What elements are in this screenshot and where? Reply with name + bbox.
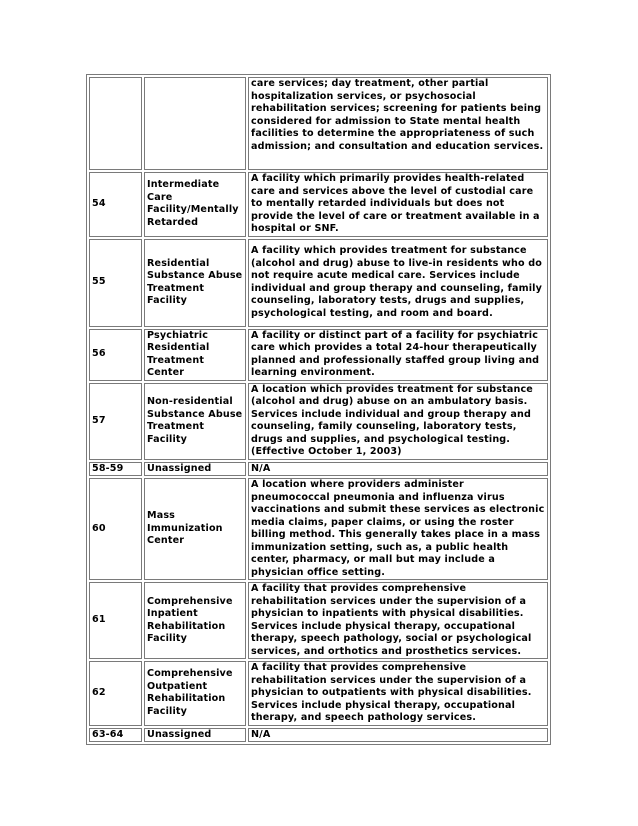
pos-code: 58-59	[89, 462, 142, 477]
pos-name	[144, 77, 246, 170]
pos-code: 62	[89, 661, 142, 726]
table-row	[89, 77, 548, 170]
pos-name: Non-residential Substance Abuse Treatment Facility	[144, 383, 246, 460]
pos-description: A location where providers administer pneumococcal pneumonia and influenza virus vaccinations and submit these services as electronic media claims, paper claims, or using the roster billing method. This generally takes place in a mass immunization setting, such as, a public health center, pharmacy, or mall but may include a physician office setting.	[248, 478, 548, 580]
pos-code: 63-64	[89, 728, 142, 743]
pos-name: Psychiatric Residential Treatment Center	[144, 329, 246, 381]
table-row	[89, 172, 548, 237]
pos-code	[89, 77, 142, 170]
pos-description: A facility which primarily provides health-related care and services above the level of custodial care to mentally retarded individuals but does not provide the level of care or treatment available in a hospital or SNF.	[248, 172, 548, 237]
place-of-service-table	[86, 74, 551, 745]
pos-code: 57	[89, 383, 142, 460]
pos-description: N/A	[248, 462, 548, 477]
pos-name: Mass Immunization Center	[144, 478, 246, 580]
table-row	[89, 728, 548, 743]
pos-description: A location which provides treatment for substance (alcohol and drug) abuse on an ambulatory basis. Services include individual and group therapy and counseling, family counseling, laboratory tests, drugs and supplies, and psychological testing. (Effective October 1, 2003)	[248, 383, 548, 460]
pos-code: 60	[89, 478, 142, 580]
pos-name: Comprehensive Outpatient Rehabilitation Facility	[144, 661, 246, 726]
pos-name: Comprehensive Inpatient Rehabilitation Facility	[144, 582, 246, 659]
pos-description: A facility or distinct part of a facility for psychiatric care which provides a total 24-hour therapeutically planned and professionally staffed group living and learning environment.	[248, 329, 548, 381]
pos-description: care services; day treatment, other partial hospitalization services, or psychosocial rehabilitation services; screening for patients being considered for admission to State mental health facilities to determine the appropriateness of such admission; and consultation and education services.	[248, 77, 548, 170]
pos-code: 56	[89, 329, 142, 381]
pos-code: 55	[89, 239, 142, 327]
table-row	[89, 239, 548, 327]
table-row	[89, 383, 548, 460]
pos-code: 54	[89, 172, 142, 237]
pos-name: Residential Substance Abuse Treatment Facility	[144, 239, 246, 327]
pos-description: A facility that provides comprehensive rehabilitation services under the supervision of a physician to outpatients with physical disabilities. Services include physical therapy, occupational therapy, and speech pathology services.	[248, 661, 548, 726]
table-row	[89, 478, 548, 580]
pos-code: 61	[89, 582, 142, 659]
table-row	[89, 661, 548, 726]
pos-description: A facility that provides comprehensive rehabilitation services under the supervision of a physician to inpatients with physical disabilities. Services include physical therapy, occupational therapy, speech pathology, social or psychological services, and orthotics and prosthetics services.	[248, 582, 548, 659]
table-row	[89, 582, 548, 659]
table-row	[89, 329, 548, 381]
pos-name: Intermediate Care Facility/Mentally Retarded	[144, 172, 246, 237]
pos-description: A facility which provides treatment for substance (alcohol and drug) abuse to live-in residents who do not require acute medical care. Services include individual and group therapy and counseling, family counseling, laboratory tests, drugs and supplies, psychological testing, and room and board.	[248, 239, 548, 327]
pos-name: Unassigned	[144, 728, 246, 743]
pos-name: Unassigned	[144, 462, 246, 477]
pos-description: N/A	[248, 728, 548, 743]
table-row	[89, 462, 548, 477]
